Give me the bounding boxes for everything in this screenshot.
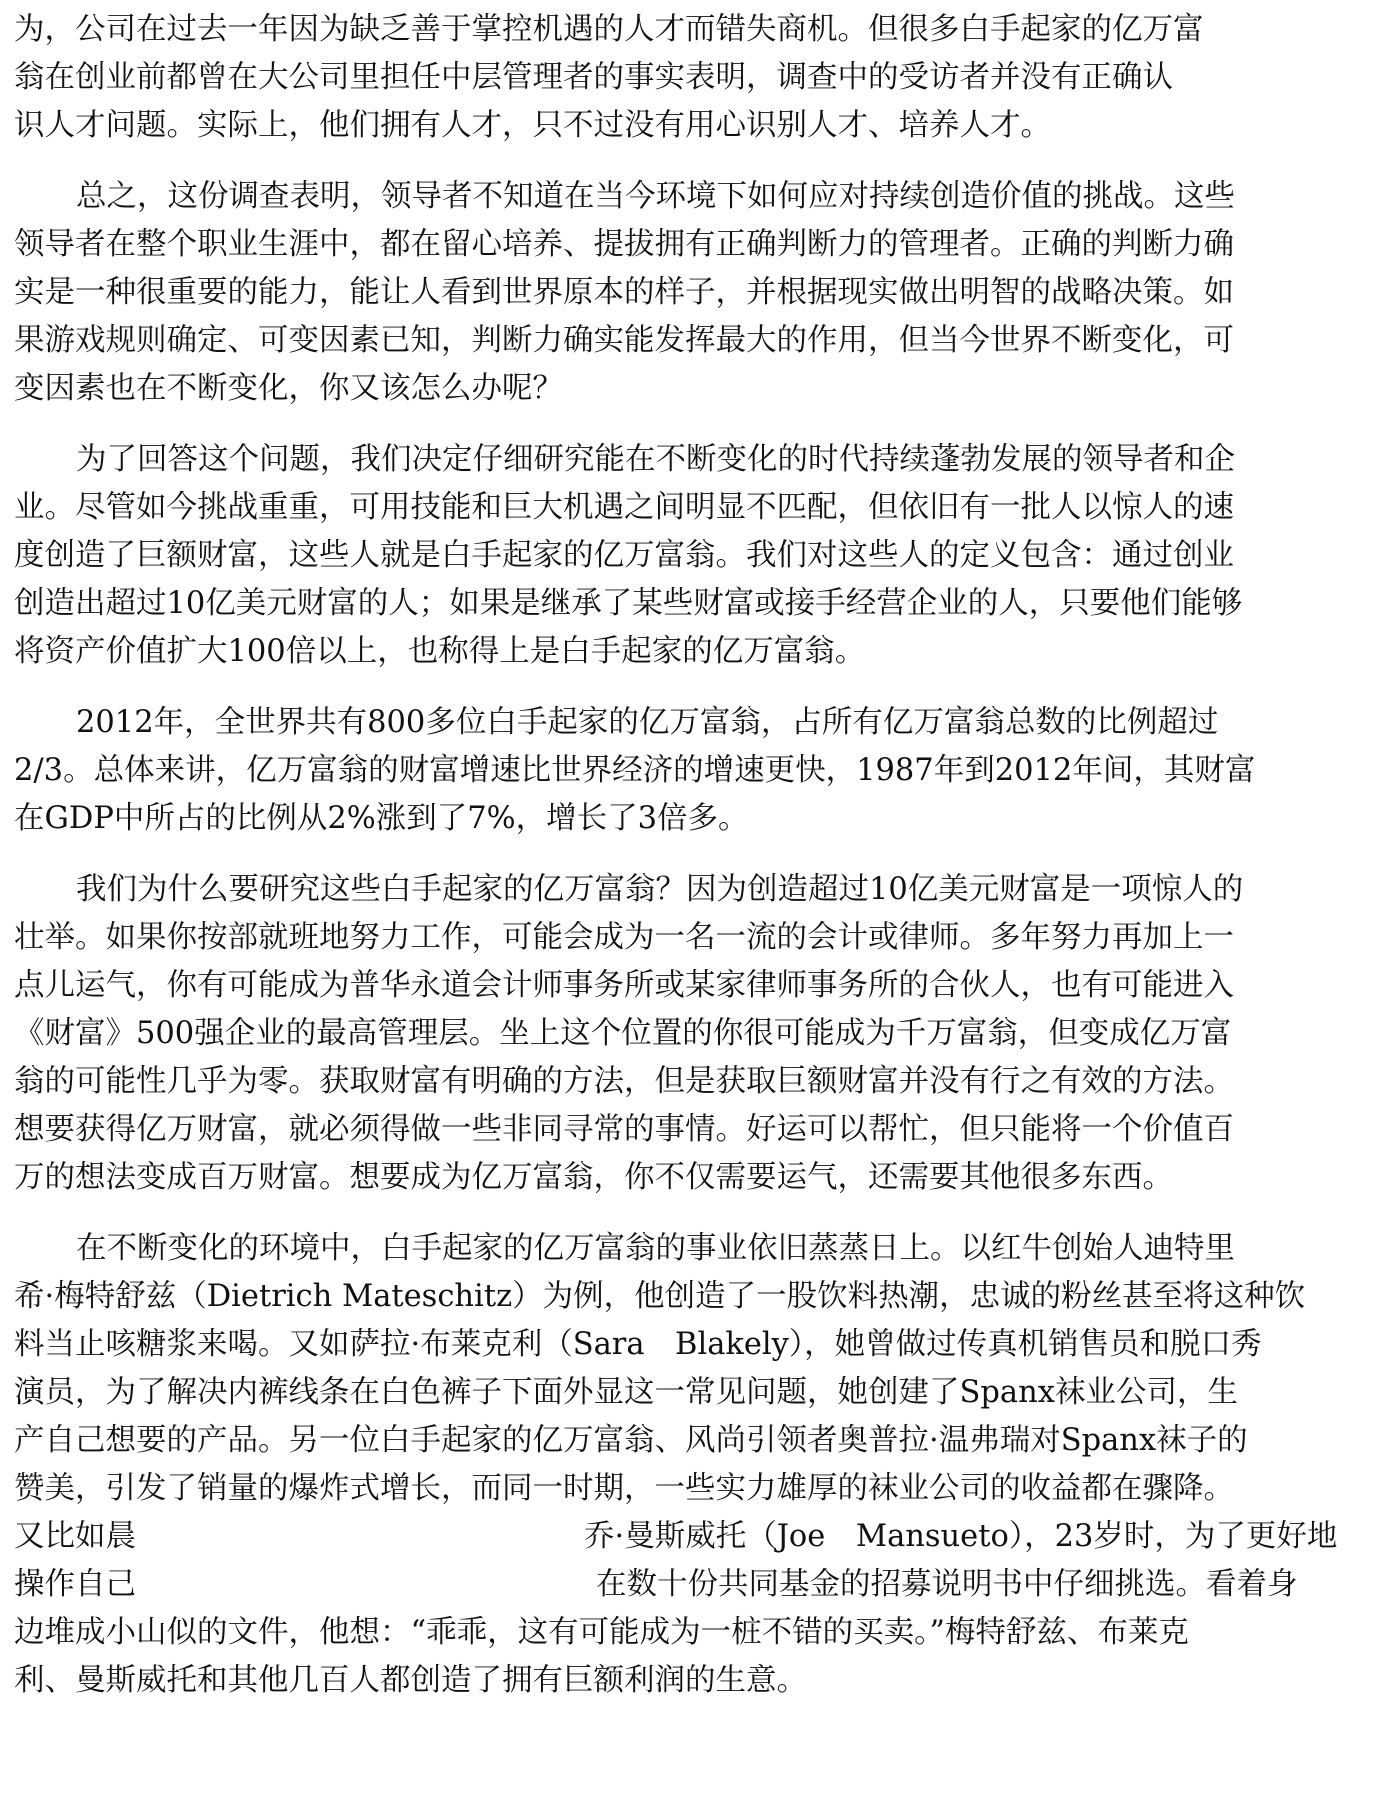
text-line: 点儿运气，你有可能成为普华永道会计师事务所或某家律师事务所的合伙人，也有可能进入 [14,968,1234,1003]
text-line: 实是一种很重要的能力，能让人看到世界原本的样子，并根据现实做出明智的战略决策。如 [14,275,1234,310]
text-line: 边堆成小山似的文件，他想：“乖乖，这有可能成为一桩不错的买卖。”梅特舒兹、布莱克 [14,1615,1189,1650]
text-line: 为了回答这个问题，我们决定仔细研究能在不断变化的时代持续蓬勃发展的领导者和企 [76,442,1235,477]
text-fragment-left: 操作自己 [14,1567,136,1602]
text-fragment-left: 又比如晨 [14,1519,136,1554]
text-line: 料当止咳糖浆来喝。又如萨拉·布莱克利（Sara Blakely），她曾做过传真机销售员和脱口秀 [14,1327,1262,1362]
text-fragment-right: 乔·曼斯威托（Joe Mansueto），23岁时，为了更好地 [584,1519,1338,1554]
text-line: 翁的可能性几乎为零。获取财富有明确的方法，但是获取巨额财富并没有行之有效的方法。 [14,1064,1234,1099]
text-line: 壮举。如果你按部就班地努力工作，可能会成为一名一流的会计或律师。多年努力再加上一 [14,920,1234,955]
text-line: 2/3。总体来讲，亿万富翁的财富增速比世界经济的增速更快，1987年到2012年间，其财富 [14,753,1256,788]
text-line: 想要获得亿万财富，就必须得做一些非同寻常的事情。好运可以帮忙，但只能将一个价值百 [14,1112,1234,1147]
text-line: 创造出超过10亿美元财富的人；如果是继承了某些财富或接手经营企业的人，只要他们能够 [14,586,1243,621]
text-fragment-right: 在数十份共同基金的招募说明书中仔细挑选。看着身 [596,1567,1298,1602]
paragraph [14,436,1377,676]
text-line: 变因素也在不断变化，你又该怎么办呢？ [14,371,563,406]
text-line: 在GDP中所占的比例从2%涨到了7%，增长了3倍多。 [14,801,749,836]
text-line: 我们为什么要研究这些白手起家的亿万富翁？因为创造超过10亿美元财富是一项惊人的 [76,872,1244,907]
text-line: 识人才问题。实际上，他们拥有人才，只不过没有用心识别人才、培养人才。 [14,108,1051,143]
text-line: 希·梅特舒兹（Dietrich Mateschitz）为例，他创造了一股饮料热潮，忠诚的粉丝甚至将这种饮 [14,1279,1306,1314]
text-line: 赞美，引发了销量的爆炸式增长，而同一时期，一些实力雄厚的袜业公司的收益都在骤降。 [14,1471,1234,1506]
text-line: 总之，这份调查表明，领导者不知道在当今环境下如何应对持续创造价值的挑战。这些 [76,179,1235,214]
text-line: 在不断变化的环境中，白手起家的亿万富翁的事业依旧蒸蒸日上。以红牛创始人迪特里 [76,1231,1235,1266]
text-line: 万的想法变成百万财富。想要成为亿万富翁，你不仅需要运气，还需要其他很多东西。 [14,1160,1173,1195]
paragraph [14,866,1377,1202]
text-line: 演员，为了解决内裤线条在白色裤子下面外显这一常见问题，她创建了Spanx袜业公司，生 [14,1375,1238,1410]
paragraph [14,6,1377,150]
text-line: 将资产价值扩大100倍以上，也称得上是白手起家的亿万富翁。 [14,634,866,669]
text-line-with-gap [14,1561,1377,1609]
text-line: 《财富》500强企业的最高管理层。坐上这个位置的你很可能成为千万富翁，但变成亿万富 [14,1016,1232,1051]
text-line: 产自己想要的产品。另一位白手起家的亿万富翁、风尚引领者奥普拉·温弗瑞对Spanx袜子的 [14,1423,1248,1458]
text-line: 利、曼斯威托和其他几百人都创造了拥有巨额利润的生意。 [14,1663,807,1698]
paragraph [14,699,1377,843]
text-line: 翁在创业前都曾在大公司里担任中层管理者的事实表明，调查中的受访者并没有正确认 [14,60,1173,95]
paragraph [14,1225,1377,1705]
text-line: 业。尽管如今挑战重重，可用技能和巨大机遇之间明显不匹配，但依旧有一批人以惊人的速 [14,490,1234,525]
text-line: 为，公司在过去一年因为缺乏善于掌控机遇的人才而错失商机。但很多白手起家的亿万富 [14,12,1204,47]
text-line: 领导者在整个职业生涯中，都在留心培养、提拔拥有正确判断力的管理者。正确的判断力确 [14,227,1234,262]
text-line: 果游戏规则确定、可变因素已知，判断力确实能发挥最大的作用，但当今世界不断变化，可 [14,323,1234,358]
text-line-with-gap [14,1513,1377,1561]
paragraph [14,173,1377,413]
text-line: 2012年，全世界共有800多位白手起家的亿万富翁，占所有亿万富翁总数的比例超过 [76,705,1219,740]
text-line: 度创造了巨额财富，这些人就是白手起家的亿万富翁。我们对这些人的定义包含：通过创业 [14,538,1234,573]
